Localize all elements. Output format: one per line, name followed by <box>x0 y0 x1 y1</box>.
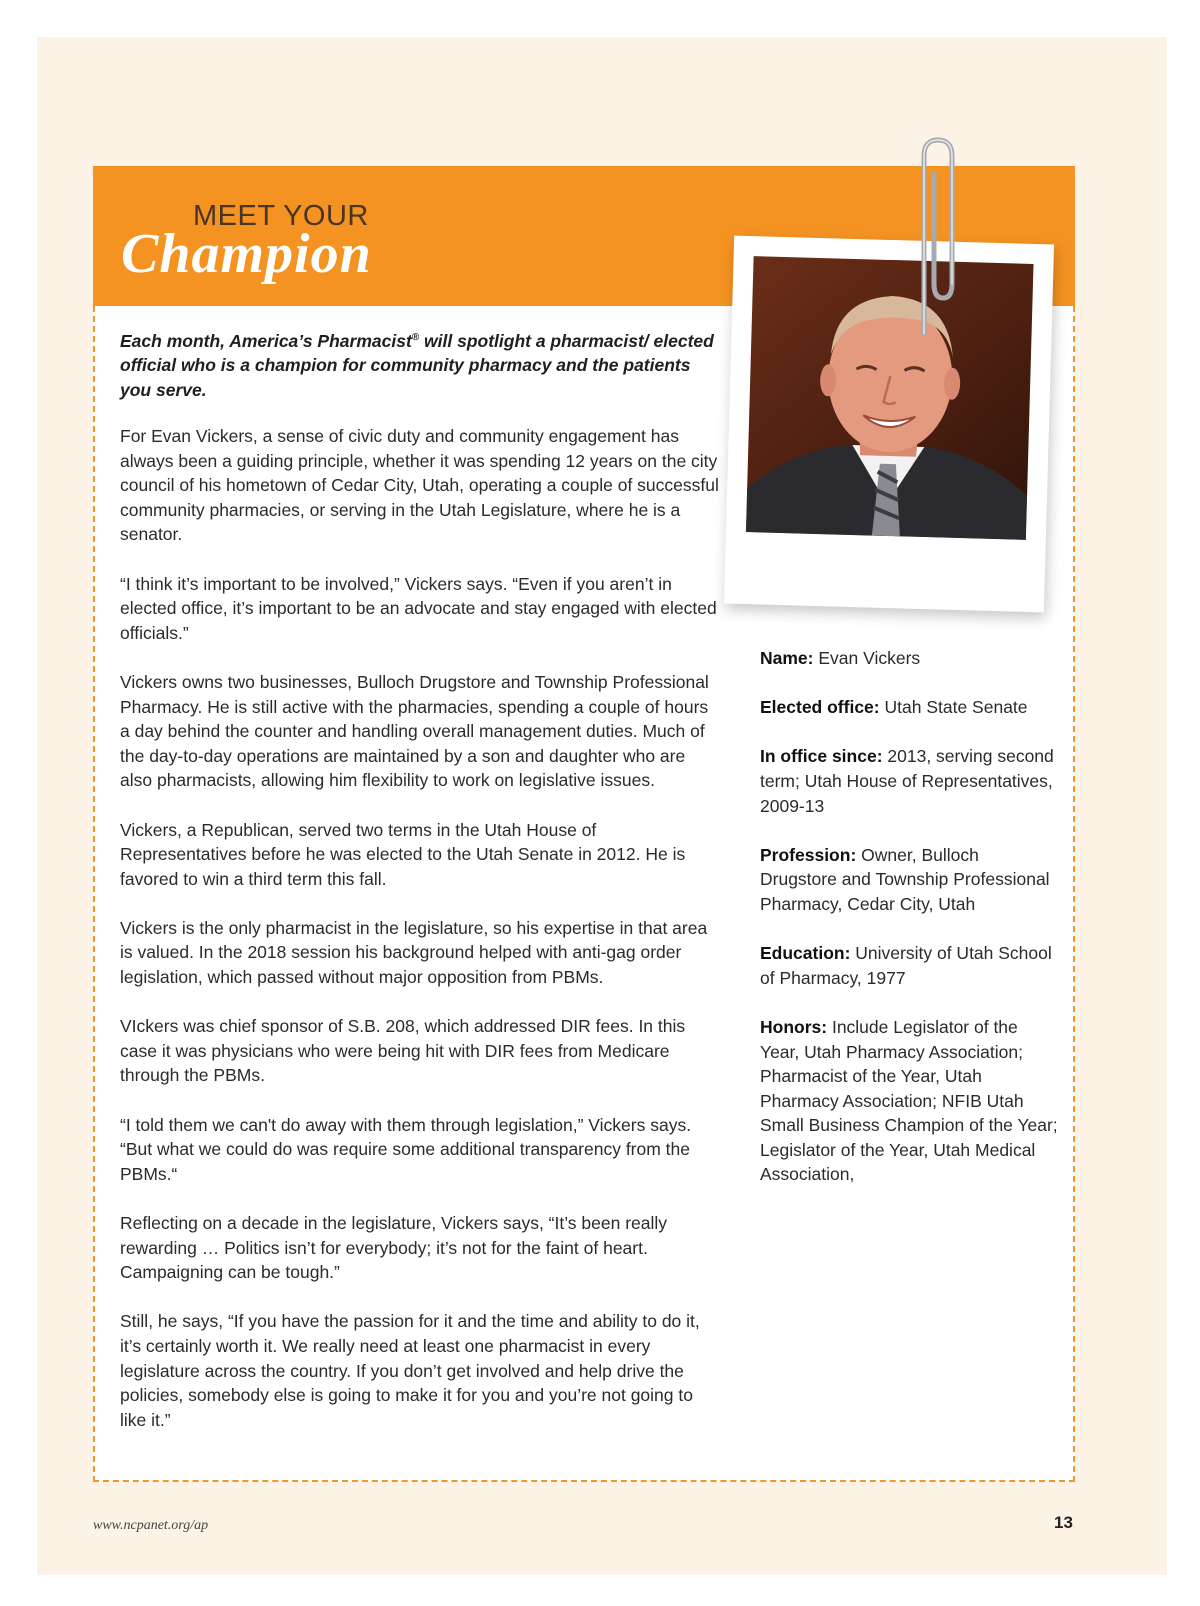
fact-value: Include Legislator of the Year, Utah Pharmacy Association; Pharmacist of the Year, Utah Pharmacy Association; NFIB Utah Small Business Champion of the Year; Legislator of the Year, Utah Medical Association, <box>760 1016 1058 1185</box>
header-kicker: MEET YOUR <box>193 200 369 232</box>
footer-url[interactable]: www.ncpanet.org/ap <box>93 1518 209 1533</box>
fact-label: Education: <box>760 943 851 964</box>
header-title: Champion <box>121 223 372 285</box>
intro-text <box>120 326 720 403</box>
fact-in-office-since <box>760 744 1060 818</box>
article-paragraph: “I told them we can't do away with them through legislation,” Vickers says. “But what we could do was require some additional transparency from the PBMs.“ <box>120 1114 692 1184</box>
article-paragraph: Still, he says, “If you have the passion for it and the time and ability to do it, it’s certainly worth it. We really need at least one pharmacist in every legislature across the country. If you don’t get involved and help drive the policies, somebody else is going to make it for you and you’re not going to like it.” <box>120 1311 700 1430</box>
profile-sidebar <box>760 646 1060 1212</box>
fact-honors <box>760 1015 1060 1187</box>
fact-label: Elected office: <box>760 697 880 718</box>
page-number: 13 <box>1054 1513 1073 1532</box>
intro-part-1: Each month, America’s Pharmacist <box>120 330 412 351</box>
article-paragraph: “I think it’s important to be involved,” Vickers says. “Even if you aren’t in elected office, it’s important to be an advocate and stay engaged with elected officials.” <box>120 573 717 643</box>
fact-education <box>760 941 1060 990</box>
portrait-frame <box>724 236 1054 613</box>
registered-mark: ® <box>411 332 420 343</box>
portrait-photo <box>746 256 1034 540</box>
fact-value: University of Utah School of Pharmacy, 1977 <box>760 943 1052 988</box>
fact-label: Honors: <box>760 1016 828 1037</box>
portrait-illustration <box>746 256 1034 540</box>
fact-value: Evan Vickers <box>818 648 921 668</box>
article-paragraph: VIckers was chief sponsor of S.B. 208, which addressed DIR fees. In this case it was physicians who were being hit with DIR fees from Medicare through the PBMs. <box>120 1016 686 1086</box>
article-paragraph: Vickers, a Republican, served two terms in the Utah House of Representatives before he was elected to the Utah Senate in 2012. He is favored to win a third term this fall. <box>120 819 686 889</box>
paperclip-icon <box>910 134 966 354</box>
fact-label: In office since: <box>760 746 883 767</box>
fact-label: Profession: <box>760 844 857 865</box>
article-paragraph: For Evan Vickers, a sense of civic duty and community engagement has always been a guiding principle, whether it was spending 12 years on the city council of his hometown of Cedar City, Utah, operating a couple of successful community pharmacies, or serving in the Utah Legislature, where he is a senator. <box>120 426 719 545</box>
fact-value: 2013, serving second term; Utah House of Representatives, 2009-13 <box>760 746 1054 816</box>
intro-part-2: will spotlight a pharmacist/ elected official who is a champion for community pharmacy and the patients you serve. <box>120 330 714 401</box>
article-paragraph: Vickers owns two businesses, Bulloch Drugstore and Township Professional Pharmacy. He is still active with the pharmacies, spending a couple of hours a day behind the counter and handling overall management duties. Much of the day-to-day operations are maintained by a son and daughter who are also pharmacists, allowing him flexibility to work on legislative issues. <box>120 671 709 791</box>
article-paragraph: Vickers is the only pharmacist in the legislature, so his expertise in that area is valued. In the 2018 session his background helped with anti-gag order legislation, which passed without major opposition from PBMs. <box>120 917 708 988</box>
fact-value: Owner, Bulloch Drugstore and Township Professional Pharmacy, Cedar City, Utah <box>760 844 1050 914</box>
fact-name <box>760 646 1060 671</box>
article-paragraph: Reflecting on a decade in the legislature, Vickers says, “It’s been really rewarding … Politics isn’t for everybody; it’s not for the faint of heart. Campaigning can be tough.” <box>120 1213 668 1283</box>
fact-elected-office <box>760 695 1060 720</box>
fact-profession <box>760 843 1060 917</box>
article-body <box>120 424 720 1457</box>
fact-label: Name: <box>760 648 814 668</box>
fact-value: Utah State Senate <box>884 697 1028 718</box>
